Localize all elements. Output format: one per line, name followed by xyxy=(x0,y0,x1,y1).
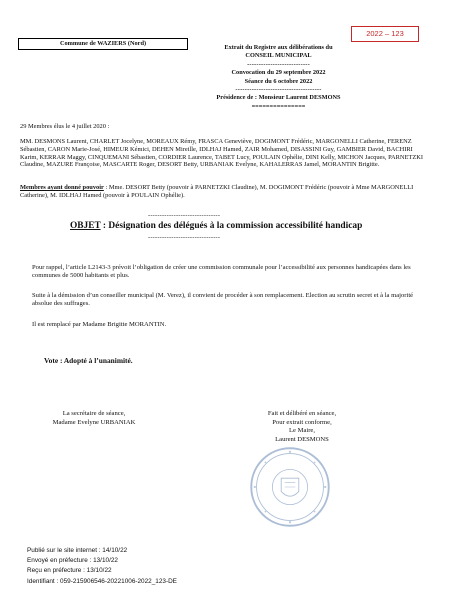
membres-pouvoir xyxy=(20,184,432,200)
presidence: Présidence de : Monsieur Laurent DESMONS xyxy=(216,94,341,102)
maire-line1: Fait et délibéré en séance, xyxy=(267,410,337,417)
membres-list: MM. DESMONS Laurent, CHARLET Jocelyne, MOREAUX Rémy, FRASCA Geneviève, DOGIMONT Frédéric, MARGONELLI Catherine, FERENZ Sébastien, CARON Marie-José, HIMEUR Kémici, DEHEN Mireille, IDLHAJ Hamed, ZAIR Mohamed, DISASSINI Guy, GAMBIER David, BACHIRI Karim, KERRAR Maggy, CINQUEMANI Sébastien, CORDIER Laurence, TABET Lucy, POULAIN Ophélie, DINI Kelly, MICHON Jacques, PARNETZKI Claudine, MAZURE Françoise, MASCARTE Roger, DESORT Betty, URBANIAK Evelyne, KAHALERRAS Jamel, MORANTIN Brigitte. xyxy=(20,138,423,169)
seance-date: Séance du 6 octobre 2022 xyxy=(244,77,313,85)
membres-elus: 29 Membres élus le 4 juillet 2020 : xyxy=(20,123,110,130)
header-separator-1: --------------------------- xyxy=(247,60,310,68)
header-separator-3: =============== xyxy=(251,102,306,110)
body-paragraph-1: Pour rappel, l’article L2143-3 prévoit l’obligation de créer une commission communale pour l’accessibilité aux personnes handicapées dans les communes de 5000 habitants et plus. xyxy=(32,264,411,280)
body-paragraph-3: Il est remplacé par Madame Brigitte MORANTIN. xyxy=(32,321,167,328)
objet-text: : Désignation des délégués à la commission accessibilité handicap xyxy=(100,221,363,231)
objet-separator-top: ------------------------------- xyxy=(148,212,221,219)
convocation-date: Convocation du 29 septembre 2022 xyxy=(231,69,326,77)
vote-result: Vote : Adopté à l’unanimité. xyxy=(44,356,133,365)
pouvoir-text: : Mme. DESORT Betty (pouvoir à PARNETZKI Claudine), M. DOGIMONT Frédéric (pouvoir à Mme MARGONELLI Catherine), M. IDLHAJ Hamed (pouvoir à POULAIN Ophélie). xyxy=(20,184,414,199)
header-separator-2: ------------------------------------- xyxy=(235,86,322,94)
municipal-seal-icon xyxy=(246,443,334,531)
header-line1: Extrait du Registre aux délibérations du xyxy=(224,44,333,51)
signature-secretaire xyxy=(24,410,164,427)
pouvoir-label: Membres ayant donné pouvoir xyxy=(20,184,104,191)
maire-title: Le Maire, xyxy=(289,427,315,435)
footer-identifiant: Identifiant : 059-215906546-20221006-2022_123-DE xyxy=(27,577,177,585)
maire-name: Laurent DESMONS xyxy=(275,435,329,443)
objet-label: OBJET xyxy=(70,221,101,231)
register-header xyxy=(196,44,361,111)
reference-number: 2022 – 123 xyxy=(351,26,419,42)
header-line2: CONSEIL MUNICIPAL xyxy=(245,52,312,60)
objet-title xyxy=(70,221,400,231)
footer-envoye: Envoyé en préfecture : 13/10/22 xyxy=(27,557,118,565)
transmission-footer xyxy=(27,546,177,587)
footer-publie: Publié sur le site internet : 14/10/22 xyxy=(27,547,128,554)
footer-recu: Reçu en préfecture : 13/10/22 xyxy=(27,567,112,575)
secretaire-title: La secrétaire de séance, xyxy=(62,410,126,417)
commune-name: Commune de WAZIERS (Nord) xyxy=(18,38,188,50)
signature-maire xyxy=(232,410,372,444)
objet-separator-bottom: ------------------------------- xyxy=(148,234,221,241)
body-paragraph-2: Suite à la démission d’un conseiller municipal (M. Verez), il convient de procéder à son remplacement. Election au scrutin secret et à la majorité absolue des suffrages. xyxy=(32,292,414,308)
secretaire-name: Madame Evelyne URBANIAK xyxy=(52,418,136,426)
maire-line2: Pour extrait conforme, xyxy=(272,418,332,426)
